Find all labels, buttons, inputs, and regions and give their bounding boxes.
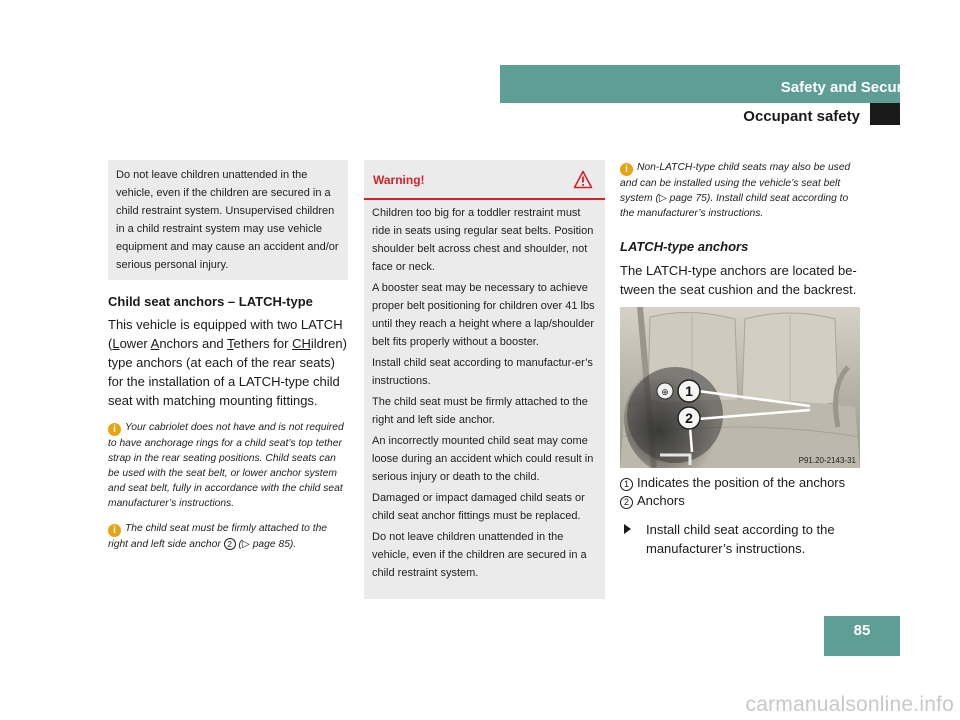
info-icon: i bbox=[108, 423, 121, 436]
rear-seat-illustration bbox=[620, 307, 860, 468]
info-note-non-latch: i Non-LATCH-type child seats may also be used and can be installed using the vehicle’s seat belt system (▷ page 75). Install child seat according to the manufacturer’s instructions. bbox=[620, 162, 851, 219]
legend-number: 2 bbox=[620, 496, 633, 509]
legend-number: 1 bbox=[620, 478, 633, 491]
instruction-step: Install child seat according to the manufacturer’s instructions. bbox=[620, 520, 862, 558]
warning-paragraph: A booster seat may be necessary to achieve proper belt positioning for children over 41 lbs until they reach a height where a lap/shoulder belt fits properly without a booster. bbox=[372, 282, 595, 348]
watermark: carmanualsonline.info bbox=[745, 693, 954, 716]
latch-anchors-heading: LATCH-type anchors bbox=[620, 239, 749, 254]
latch-anchors-description: The LATCH-type anchors are located be-tween the seat cushion and the backrest. bbox=[620, 263, 857, 297]
info-note-cabriolet: i Your cabriolet does not have and is not required to have anchorage rings for a child seat’s top tether strap in the rear seating positions. Child seats can be used with the seat belt, or lower anchor system and seat belt, fully in accordance with the child seat manufacturer’s instructions. bbox=[108, 422, 344, 509]
subsection-title: Occupant safety bbox=[743, 108, 860, 125]
callout-2-label: 2 bbox=[685, 410, 693, 426]
warning-box bbox=[364, 160, 605, 599]
latch-description: This vehicle is equipped with two LATCH (Lower Anchors and Tethers for CHildren) type anchors (at each of the rear seats) for the installation of a LATCH-type child seat with matching mounting fittings. bbox=[108, 317, 347, 408]
rear-seat-photo bbox=[620, 307, 860, 468]
info-note-firmly-attached: i The child seat must be firmly attached to the right and left side anchor 2 (▷ page 85). bbox=[108, 523, 328, 550]
bullet-arrow-icon bbox=[624, 524, 631, 534]
legend-item: 2 Anchors bbox=[620, 492, 862, 510]
latch-symbol: ⊕ bbox=[661, 387, 669, 397]
photo-legend bbox=[620, 474, 862, 510]
warning-paragraph: Damaged or impact damaged child seats or child seat anchor fittings must be replaced. bbox=[372, 492, 585, 522]
warning-paragraph: Install child seat according to manufactur-er’s instructions. bbox=[372, 357, 593, 387]
warning-paragraph: Children too big for a toddler restraint must ride in seats using regular seat belts. Position shoulder belt across chest and shoulder, not face or neck. bbox=[372, 207, 594, 273]
photo-reference-code: P91.20-2143-31 bbox=[798, 456, 856, 465]
warning-triangle-icon bbox=[573, 170, 593, 189]
info-icon: i bbox=[620, 163, 633, 176]
info-icon: i bbox=[108, 524, 121, 537]
child-safety-note: Do not leave children unattended in the vehicle, even if the children are secured in a child restraint system. Unsupervised children in a child restraint system may use vehicle equipment and may cause an accident and/or serious personal injury. bbox=[108, 160, 348, 280]
callout-1-label: 1 bbox=[685, 383, 693, 399]
anchor-number-badge: 2 bbox=[224, 538, 236, 550]
legend-item: 1 Indicates the position of the anchors bbox=[620, 474, 862, 492]
warning-paragraph: Do not leave children unattended in the vehicle, even if the children are secured in a child restraint system. bbox=[372, 531, 587, 579]
warning-header bbox=[364, 160, 605, 200]
warning-paragraph: An incorrectly mounted child seat may come loose during an accident which could result in serious injury or death to the child. bbox=[372, 435, 594, 483]
column-right bbox=[620, 160, 862, 558]
warning-title: Warning! bbox=[373, 173, 425, 187]
section-title: Safety and Security bbox=[780, 79, 920, 96]
warning-body bbox=[364, 200, 605, 582]
page-number: 85 bbox=[824, 616, 900, 656]
column-left bbox=[108, 160, 348, 552]
header-marker bbox=[870, 103, 900, 125]
warning-paragraph: The child seat must be firmly attached to the right and left side anchor. bbox=[372, 396, 588, 426]
latch-section-heading: Child seat anchors – LATCH-type bbox=[108, 294, 313, 309]
